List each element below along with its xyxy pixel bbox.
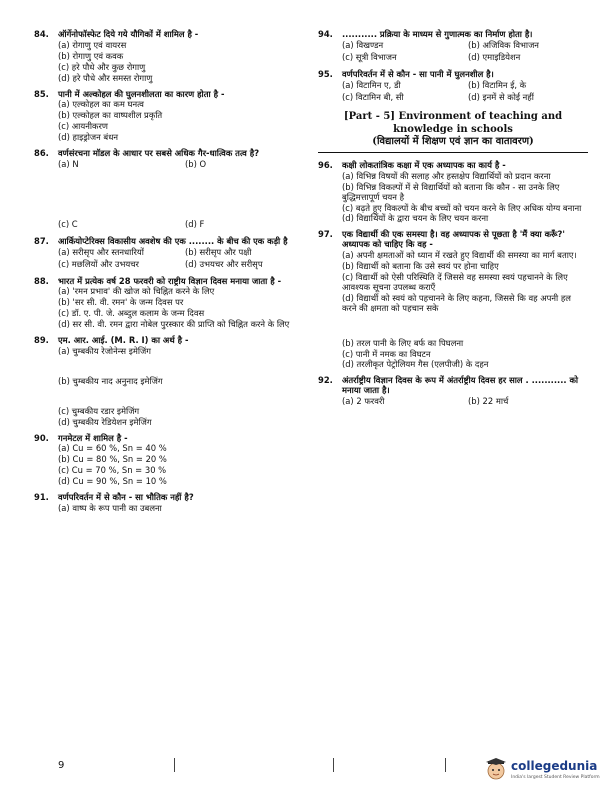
option-b: (b) चुम्बकीय नाद अनुनाद इमेजिंग [58,375,163,386]
option-c: (c) आयनीकरण [58,121,108,132]
option-a: (a) अपनी क्षमताओं को ध्यान में रखते हुए विद्यार्थी की समस्या का मार्ग बताए। [342,250,577,261]
option-a: (a) सरीसृप और स्तनधारियों [58,246,144,257]
option-b: (b) 'सर सी. वी. रमन' के जन्म दिवस पर [58,297,184,308]
option-c: (c) विद्यार्थी को ऐसी परिस्थिति दें जिससे वह समस्या स्वयं पहचानने के लिए आवश्यक सूचना उपलब्ध कराएँ [342,272,568,292]
option-a: (a) एल्कोहल का कम घनत्व [58,99,144,110]
option-b: (b) सरीसृप और पक्षी [185,246,252,257]
option-b: (b) विद्यार्थी को बताना कि उसे स्वयं पर होना चाहिए [342,261,499,272]
option-b: (b) विभिन्न विकल्पों में से विद्यार्थियों को बताना कि कौन - सा उनके लिए बुद्धिमत्तापूर्ण चयन है [342,181,560,202]
option-b: (b) तरल पानी के लिए बर्फ का पिघलना [342,337,464,348]
question-91: 91. वर्णपरिवर्तन में से कौन - सा भौतिक नहीं है? (a) वाष्प के रूप पानी का उबलना [34,493,306,514]
blank-space [58,388,306,406]
option-d: (d) इनमें से कोई नहीं [468,91,534,102]
option-b: (b) 22 मार्च [468,396,509,407]
blank-space [34,171,306,219]
option-a: (a) वाष्प के रूप पानी का उबलना [58,503,162,513]
question-96: 96. कक्षी लोकतांत्रिक कक्षा में एक अध्यापक का कार्य है - (a) विभिन्न विषयों की सलाह और हस्तक्षेप विद्यार्थियों को प्रदान करना (b) विभिन्न विकल्पों में से विद्यार्थियों को बताना कि कौन - सा उनके लिए बुद्धिमत्तापूर्ण चयन है (c) बढ़ते हुए विकल्पों के बीच बच्चों को चयन करने के लिए अधिक योग्य बनाना (d) विद्यार्थियों के द्वारा चयन के लिए चयन करना [318,161,588,224]
option-a: (a) 'रमन प्रभाव' की खोज को चिह्नित करने के लिए [58,286,215,297]
option-d: (d) हरे पौधे और समस्त रोगाणु [58,72,153,83]
question-91-continued [318,339,588,371]
option-c: (c) पानी में नमक का विघटन [342,348,431,359]
option-b: (b) विटामिन ई, के [468,79,527,90]
section-heading [318,111,588,153]
question-97: 97. एक विद्यार्थी की एक समस्या है। वह अध्यापक से पूछता है 'मैं क्या करूँ?' अध्यापक को चाहिए कि वह - (a) अपनी क्षमताओं को ध्यान में रखते हुए विद्यार्थी की समस्या का मार्ग बताए। (b) विद्यार्थी को बताना कि उसे स्वयं पर होना चाहिए (c) विद्यार्थी को ऐसी परिस्थिति दें जिससे वह समस्या स्वयं पहचानने के लिए आवश्यक सूचना उपलब्ध कराएँ (d) विद्यार्थी को स्वयं को पहचानने के लिए कहना, जिससे कि वह अपनी हल करने की क्षमता को पहचान सके [318,230,588,313]
blank-space [318,320,588,338]
option-a: (a) विखण्डन [342,39,384,50]
option-c: (c) हरे पौधे और कुछ रोगाणु [58,61,146,72]
option-d: (d) विद्यार्थी को स्वयं को पहचानने के लिए कहना, जिससे कि वह अपनी हल करने की क्षमता को पहचान सके [342,292,571,313]
question-86: 86. वर्णसंरचना मॉडल के आधार पर सबसे अधिक गैर-धात्विक तत्व है? (a) N (b) O (c) C (d) F [34,149,306,231]
brand-tagline: India's largest Student Review Platform [511,775,600,780]
option-c: (c) C [58,218,78,229]
option-d: (d) उभयचर और सरीसृप [185,258,263,269]
option-b: (b) एल्कोहल का वाष्पशील प्रकृति [58,110,163,121]
option-c: (c) मछलियों और उभयचर [58,258,139,269]
option-d: (d) तरलीकृत पेट्रोलियम गैस (एलपीजी) के दहन [342,359,489,370]
option-b: (b) रोगाणु एवं कवक [58,50,124,61]
page-number: 9 [58,760,65,771]
option-c: (c) Cu = 70 %, Sn = 30 % [58,465,167,476]
option-d: (d) विद्यार्थियों के द्वारा चयन के लिए चयन करना [342,213,489,224]
section-title-english: [Part - 5] Environment of teaching and knowledge in schools [343,111,563,135]
option-a: (a) रोगाणु एवं वायरस [58,39,127,50]
option-d: (d) चुम्बकीय रेडियेशन इमेजिंग [58,416,152,427]
option-b: (b) O [185,158,207,169]
question-89: 89. एम. आर. आई. (M. R. I) का अर्थ है - (a) चुम्बकीय रेजोनेन्स इमेजिंग (b) चुम्बकीय नाद अनुनाद इमेजिंग (c) चुम्बकीय रडार इमेजिंग (d) चुम्बकीय रेडियेशन इमेजिंग [34,336,306,428]
brand-logo [485,756,605,786]
option-c: (c) डॉ. ए. पी. जे. अब्दुल कलाम के जन्म दिवस [58,308,205,319]
question-92: 92. अंतर्राष्ट्रीय विज्ञान दिवस के रूप में अंतर्राष्ट्रीय दिवस हर साल . ........... को मनाया जाता है। (a) 2 फरवरी (b) 22 मार्च [318,376,588,408]
question-87: 87. आर्कियोप्टेरिक्स विकासीय अवशेष की एक ........ के बीच की एक कड़ी है (a) सरीसृप और स्तनधारियों (b) सरीसृप और पक्षी (c) मछलियों और उभयचर (d) उभयचर और सरीसृप [34,237,306,271]
question-90: 90. गनमेटल में शामिल है - (a) Cu = 60 %, Sn = 40 % (b) Cu = 80 %, Sn = 20 % (c) Cu = 70 %, Sn = 30 % (d) Cu = 90 %, Sn = 10 % [34,434,306,488]
blank-space [58,358,306,376]
option-a: (a) विभिन्न विषयों की सलाह और हस्तक्षेप विद्यार्थियों को प्रदान करना [342,170,551,181]
question-84: 84. ऑर्गेनोफॉस्फेट दिये गये यौगिकों में शामिल है - (a) रोगाणु एवं वायरस (b) रोगाणु एवं कवक (c) हरे पौधे और कुछ रोगाणु (d) हरे पौधे और समस्त रोगाणु [34,30,306,84]
question-85: 85. पानी में अल्कोहल की घुलनशीलता का कारण होता है - (a) एल्कोहल का कम घनत्व (b) एल्कोहल का वाष्पशील प्रकृति (c) आयनीकरण (d) हाइड्रोजन बंधन [34,90,306,144]
option-d: (d) Cu = 90 %, Sn = 10 % [58,476,167,487]
option-a: (a) विटामिन ए, डी [342,79,401,90]
option-d: (d) F [185,218,205,229]
left-column [34,30,306,520]
option-a: (a) Cu = 60 %, Sn = 40 % [58,443,167,454]
footer-tick [174,758,175,772]
option-a: (a) 2 फरवरी [342,396,385,407]
option-a: (a) N [58,158,79,169]
option-a: (a) चुम्बकीय रेजोनेन्स इमेजिंग [58,345,151,356]
right-column [318,30,588,414]
question-95: 95. वर्णपरिवर्तन में से कौन - सा पानी में घुलनशील है। (a) विटामिन ए, डी (b) विटामिन ई, के (c) विटामिन बी, सी (d) इनमें से कोई नहीं [318,70,588,104]
option-d: (d) एमाइडियेशन [468,51,521,62]
section-title-hindi: (विद्यालयों में शिक्षण एवं ज्ञान का वातावरण) [372,136,534,148]
option-c: (c) बढ़ते हुए विकल्पों के बीच बच्चों को चयन करने के लिए अधिक योग्य बनाना [342,202,582,213]
footer-tick [333,758,334,772]
option-b: (b) अजिविक विभाजन [468,39,539,50]
option-c: (c) सूत्री विभाजन [342,51,397,62]
footer-tick [445,758,446,772]
question-88: 88. भारत में प्रत्येक वर्ष 28 फरवरी को राष्ट्रीय विज्ञान दिवस मनाया जाता है - (a) 'रमन प्रभाव' की खोज को चिह्नित करने के लिए (b) 'सर सी. वी. रमन' के जन्म दिवस पर (c) डॉ. ए. पी. जे. अब्दुल कलाम के जन्म दिवस (d) सर सी. वी. रमन द्वारा नोबेल पुरस्कार की प्राप्ति को चिह्नित करने के लिए [34,277,306,331]
question-94: 94. ........... प्रक्रिया के माध्यम से गुणात्मक का निर्माण होता है। (a) विखण्डन (b) अजिविक विभाजन (c) सूत्री विभाजन (d) एमाइडियेशन [318,30,588,64]
option-c: (c) चुम्बकीय रडार इमेजिंग [58,405,140,416]
option-d: (d) सर सी. वी. रमन द्वारा नोबेल पुरस्कार की प्राप्ति को चिह्नित करने के लिए [58,319,290,330]
page-footer [0,756,612,792]
graduate-mascot-icon [485,758,507,780]
option-b: (b) Cu = 80 %, Sn = 20 % [58,454,167,465]
option-d: (d) हाइड्रोजन बंधन [58,132,118,143]
brand-name: collegedunia [511,759,598,773]
option-c: (c) विटामिन बी, सी [342,91,404,102]
